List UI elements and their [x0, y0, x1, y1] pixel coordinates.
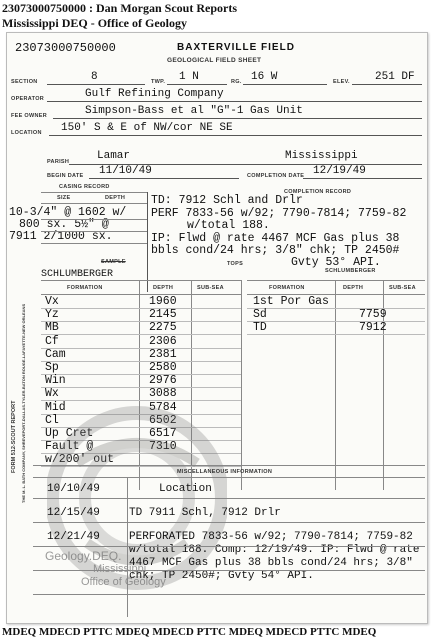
- misc-date-1: 10/10/49: [47, 483, 100, 495]
- operator-label: OPERATOR: [11, 96, 45, 102]
- state-value: Mississippi: [285, 150, 358, 162]
- left-top-formation: MB: [45, 321, 59, 335]
- left-top-row-rule: [41, 387, 241, 388]
- left-top-row-rule: [41, 321, 241, 322]
- left-top-formation: Fault @: [45, 440, 94, 454]
- location-value: 150' S & E of NW/cor NE SE: [61, 122, 233, 134]
- left-schlumberger-label: SCHLUMBERGER: [41, 269, 114, 280]
- right-depth-header: DEPTH: [343, 285, 364, 291]
- api-number: 23073000750000: [15, 41, 116, 55]
- left-top-row-rule: [41, 348, 241, 349]
- fee-owner-label: FEE OWNER: [11, 113, 48, 119]
- left-top-formation: Up Cret: [45, 427, 94, 440]
- field-sheet-card: [6, 32, 428, 624]
- watermark-text-3: Office of Geology: [81, 576, 166, 588]
- left-top-formation: Yz: [45, 308, 59, 322]
- begin-date-label: BEGIN DATE: [47, 173, 84, 179]
- left-top-row-rule: [41, 374, 241, 375]
- fee-owner-value: Simpson-Bass et al "G"-1 Gas Unit: [85, 105, 303, 117]
- casing-line-2: 800 sx. 5½" @: [19, 218, 109, 231]
- left-top-depth: 1960: [149, 295, 177, 308]
- left-tops-col-3: [241, 280, 242, 490]
- left-formation-header: FORMATION: [67, 285, 103, 291]
- location-line: [49, 135, 422, 136]
- misc-info-label: MISCELLANEOUS INFORMATION: [177, 469, 273, 475]
- section-value: 8: [91, 71, 98, 83]
- left-top-depth: 6517: [149, 427, 177, 440]
- printer-side-label: THE M. L. BATH COMPANY, SHREVEPORT-DALLAS-TYLER-BATON ROUGE-LAFAYETTE-NEW ORLEANS: [21, 303, 26, 503]
- field-title: BAXTERVILLE FIELD: [177, 42, 295, 53]
- rg-line: [243, 84, 327, 85]
- casing-rule-1: [41, 219, 147, 220]
- casing-rule-mid: [41, 203, 147, 204]
- casing-line-3: 7911 2/1000 sx.: [9, 230, 113, 243]
- misc-text-2: TD 7911 Schl, 7912 Drlr: [129, 507, 281, 519]
- completion-record-label: COMPLETION RECORD: [284, 189, 352, 195]
- right-top-formation: TD: [253, 321, 267, 335]
- operator-line: [47, 101, 422, 102]
- completion-line-6: Gvty 53° API.: [291, 256, 381, 269]
- left-top-formation: Sp: [45, 361, 59, 374]
- right-top-row-rule: [247, 334, 425, 335]
- form-side-label: FORM 512-SCOUT REPORT: [11, 400, 17, 473]
- twp-value: 1 N: [179, 71, 199, 83]
- misc-date-3: 12/21/49: [47, 531, 100, 543]
- location-label: LOCATION: [11, 130, 42, 136]
- parish-value: Lamar: [97, 150, 131, 162]
- casing-record-label: CASING RECORD: [59, 184, 110, 190]
- sample-label: SAMPLE: [101, 259, 126, 265]
- completion-date-line: [303, 178, 422, 179]
- completion-date-label: COMPLETION DATE: [247, 173, 305, 179]
- operator-value: Gulf Refining Company: [85, 88, 224, 100]
- left-top-formation: Cam: [45, 347, 66, 361]
- left-top-formation: Cl: [45, 413, 59, 427]
- misc-rule-header: [33, 477, 425, 478]
- sheet-title: GEOLOGICAL FIELD SHEET: [167, 57, 262, 64]
- left-top-depth: 2381: [149, 347, 177, 361]
- twp-line: [167, 84, 227, 85]
- left-top-depth: 5784: [149, 400, 177, 414]
- left-top-formation: Wx: [45, 387, 59, 401]
- right-tops-rule-top: [247, 280, 425, 281]
- right-top-depth: 7912: [359, 321, 387, 335]
- misc-date-2: 12/15/49: [47, 507, 100, 519]
- begin-date-value: 11/10/49: [99, 165, 152, 177]
- completion-line-5: bbls cond/24 hrs; 3/8" chk; TP 2450#: [151, 244, 400, 257]
- left-top-depth: 2145: [149, 308, 177, 322]
- misc-text-3: PERFORATED 7833-56 w/92; 7790-7814; 7759-82 w/total 188. Comp: 12/19/49. IP: Flwd @ rate 4467 MCF Gas plus 38 bbls cond/24 hrs; 3/8" chk; TP 2450#; Gvty 54° API.: [129, 531, 420, 582]
- right-top-row-rule: [247, 321, 425, 322]
- right-subsea-header: SUB-SEA: [389, 285, 416, 291]
- misc-text-1: Location: [159, 483, 212, 495]
- report-header-subtitle: Mississippi DEQ - Office of Geology: [2, 16, 187, 30]
- misc-rule-3: [33, 546, 425, 547]
- left-top-depth: 6502: [149, 413, 177, 427]
- left-top-row-rule: [41, 308, 241, 309]
- rg-value: 16 W: [251, 71, 278, 83]
- report-header-title: 23073000750000 : Dan Morgan Scout Reports: [2, 1, 237, 15]
- left-tops-rule-header: [41, 294, 241, 295]
- left-top-depth: 2976: [149, 374, 177, 388]
- completion-line-4: IP: Flwd @ rate 4467 MCF Gas plus 38: [151, 232, 400, 245]
- rg-label: RG.: [231, 79, 242, 85]
- left-top-formation: Cf: [45, 334, 59, 348]
- right-top-formation: 1st Por Gas: [253, 295, 329, 308]
- completion-date-value: 12/19/49: [313, 165, 366, 177]
- parish-label: PARISH: [47, 159, 70, 165]
- left-top-depth: 2275: [149, 321, 177, 335]
- left-top-depth: 7310: [149, 440, 177, 454]
- left-tops-rule-top: [41, 280, 241, 281]
- left-top-formation: w/200' out: [45, 453, 115, 467]
- misc-rule-2: [33, 522, 425, 523]
- left-subsea-header: SUB-SEA: [197, 285, 224, 291]
- left-top-depth: 3088: [149, 387, 177, 401]
- left-top-row-rule: [41, 361, 241, 362]
- casing-divider: [147, 192, 148, 292]
- misc-rule-1: [33, 498, 425, 499]
- completion-line-3: w/total 188.: [187, 219, 270, 232]
- completion-line-1: TD: 7912 Schl and Drlr: [151, 194, 303, 207]
- elev-line: [352, 84, 422, 85]
- misc-rule-top: [33, 465, 425, 466]
- casing-rule-2: [41, 231, 147, 232]
- left-top-depth: 2306: [149, 334, 177, 348]
- left-top-formation: Mid: [45, 400, 66, 414]
- casing-line-1: 10-3/4" @ 1602 w/: [9, 206, 127, 219]
- completion-line-2: PERF 7833-56 w/92; 7790-7814; 7759-82: [151, 207, 407, 220]
- begin-date-line: [89, 178, 239, 179]
- watermark-text-1: Geology.DEQ.: [45, 549, 122, 563]
- fee-owner-line: [53, 118, 422, 119]
- casing-size-label: SIZE: [57, 195, 71, 201]
- watermark-text-2: Mississippi: [93, 563, 147, 575]
- left-depth-header: DEPTH: [153, 285, 174, 291]
- right-top-formation: Sd: [253, 308, 267, 322]
- misc-rule-4: [33, 570, 425, 571]
- misc-rule-5: [33, 594, 425, 595]
- right-schlumberger-label: SCHLUMBERGER: [325, 268, 376, 274]
- casing-rule-top: [41, 192, 147, 193]
- elev-value: 251 DF: [375, 71, 415, 83]
- tops-label: TOPS: [227, 261, 244, 267]
- section-label: SECTION: [11, 79, 38, 85]
- left-top-formation: Win: [45, 374, 66, 388]
- casing-rule-3: [41, 243, 147, 244]
- elev-label: ELEV.: [333, 79, 350, 85]
- left-top-row-rule: [41, 334, 241, 335]
- section-line: [47, 84, 145, 85]
- right-top-row-rule: [247, 308, 425, 309]
- right-top-depth: 7759: [359, 308, 387, 322]
- casing-depth-label: DEPTH: [105, 195, 126, 201]
- left-top-depth: 2580: [149, 361, 177, 374]
- left-top-formation: Vx: [45, 295, 59, 308]
- twp-label: TWP.: [151, 79, 166, 85]
- right-tops-col-1: [335, 280, 336, 490]
- footer-agency-strip: MDEQ MDECD PTTC MDEQ MDECD PTTC MDEQ MDECD PTTC MDEQ: [2, 626, 377, 638]
- right-formation-header: FORMATION: [269, 285, 305, 291]
